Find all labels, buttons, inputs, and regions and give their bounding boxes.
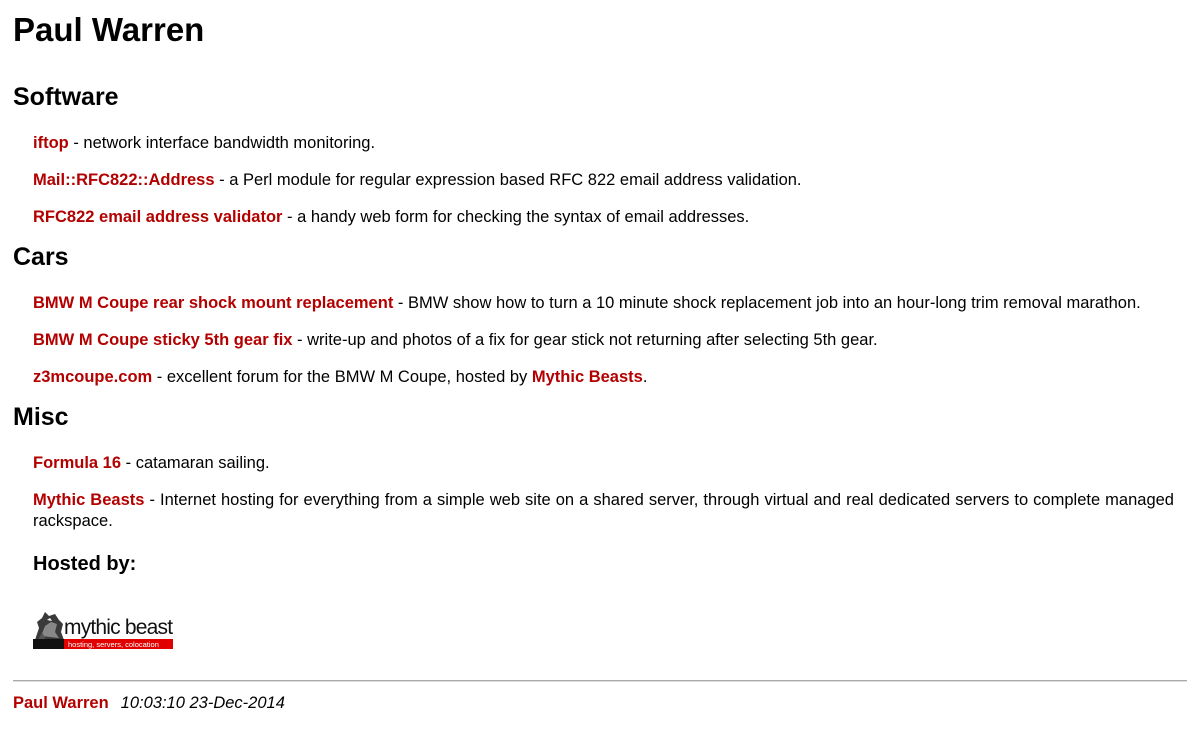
gear-fix-link[interactable]: BMW M Coupe sticky 5th gear fix [33,331,293,349]
entry-description: - BMW show how to turn a 10 minute shock replacement job into an hour-long trim removal marathon. [393,294,1141,312]
entry-description: - write-up and photos of a fix for gear stick not returning after selecting 5th gear. [292,331,878,349]
author-link[interactable]: Paul Warren [13,694,109,712]
list-item [33,293,1174,314]
misc-list [13,453,1187,532]
entry-description: - catamaran sailing. [121,454,270,472]
mythic-beasts-link[interactable]: Mythic Beasts [33,491,145,509]
mail-rfc822-address-link[interactable]: Mail::RFC822::Address [33,171,215,189]
mythic-beasts-logo[interactable] [33,610,173,650]
footer [13,693,1187,713]
shock-mount-link[interactable]: BMW M Coupe rear shock mount replacement [33,294,394,312]
formula16-link[interactable]: Formula 16 [33,454,122,472]
entry-description: - a handy web form for checking the syntax of email addresses. [282,208,750,226]
software-list [13,133,1187,228]
list-item [33,170,1174,191]
section-title-software: Software [13,83,119,111]
timestamp: 10:03:10 23-Dec-2014 [120,694,285,712]
logo-wordmark: mythic beasts [64,616,173,639]
entry-description: - Internet hosting for everything from a simple web site on a shared server, through virtual and real dedicated servers to complete managed rackspace. [33,491,1174,530]
entry-punctuation: . [642,368,648,386]
entry-description: - excellent forum for the BMW M Coupe, hosted by [152,368,532,386]
list-item [33,207,1174,228]
list-item [33,453,1174,474]
cars-list [13,293,1187,388]
list-item [33,367,1174,388]
section-title-cars: Cars [13,243,69,271]
rfc822-validator-link[interactable]: RFC822 email address validator [33,208,283,226]
hosted-by-heading: Hosted by: [33,553,137,575]
list-item [33,330,1174,351]
divider [13,680,1187,682]
section-title-misc: Misc [13,403,69,431]
logo-black-bar [33,639,64,649]
entry-description: - network interface bandwidth monitoring. [68,134,376,152]
page-title: Paul Warren [13,11,205,48]
entry-description: - a Perl module for regular expression based RFC 822 email address validation. [214,171,802,189]
list-item [33,133,1174,154]
beast-icon [35,612,64,640]
logo-tagline: hosting, servers, colocation [68,640,159,649]
hosting-logo-link[interactable] [33,610,1187,652]
z3mcoupe-link[interactable]: z3mcoupe.com [33,368,153,386]
mythic-beasts-inline-link[interactable]: Mythic Beasts [531,368,643,386]
list-item [33,490,1174,532]
iftop-link[interactable]: iftop [33,134,69,152]
